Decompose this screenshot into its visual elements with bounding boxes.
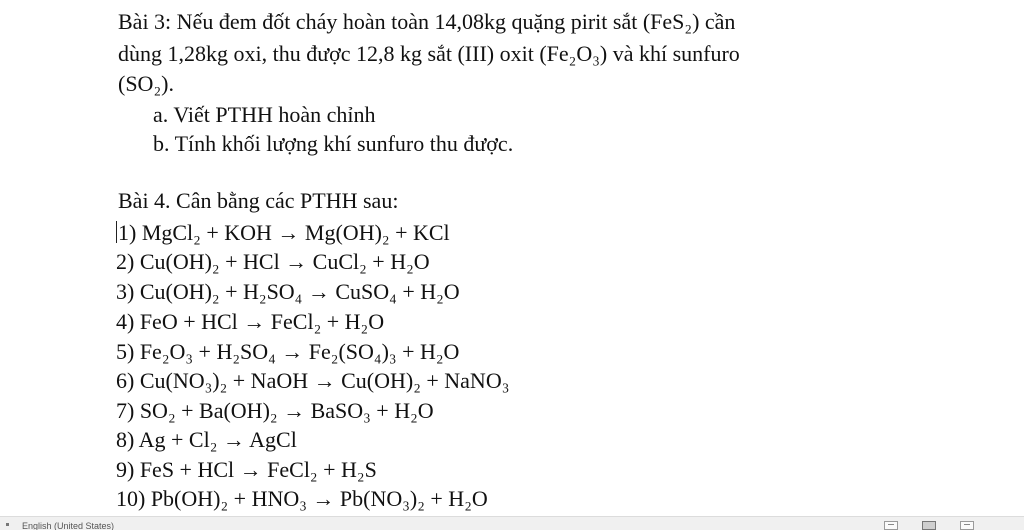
task3-line1: Bài 3: Nếu đem đốt cháy hoàn toàn 14,08kg quặng pirit sắt (FeS₂) cần	[118, 9, 736, 34]
print-layout-icon[interactable]	[922, 521, 936, 530]
equation-1	[116, 219, 450, 247]
language-indicator[interactable]: English (United States)	[22, 521, 115, 530]
task4-heading: Bài 4. Cân bằng các PTHH sau:	[118, 188, 399, 213]
equation-6: 6) Cu(NO₃)₂ + NaOH → Cu(OH)₂ + NaNO₃	[116, 368, 510, 393]
status-indicator-icon	[6, 523, 9, 526]
task3-item-b: b. Tính khối lượng khí sunfuro thu được.	[153, 131, 514, 156]
equation-4: 4) FeO + HCl → FeCl₂ + H₂O	[116, 309, 385, 334]
equation-5: 5) Fe₂O₃ + H₂SO₄ → Fe₂(SO₄)₃ + H₂O	[116, 339, 460, 364]
equation-9: 9) FeS + HCl → FeCl₂ + H₂S	[116, 457, 377, 482]
task3-line3: (SO₂).	[118, 71, 174, 96]
task3-item-a: a. Viết PTHH hoàn chỉnh	[153, 102, 376, 127]
equation-7: 7) SO₂ + Ba(OH)₂ → BaSO₃ + H₂O	[116, 398, 434, 423]
task3-line2: dùng 1,28kg oxi, thu được 12,8 kg sắt (III) oxit (Fe₂O₃) và khí sunfuro	[118, 41, 740, 66]
equation-3: 3) Cu(OH)₂ + H₂SO₄ → CuSO₄ + H₂O	[116, 279, 460, 304]
read-mode-icon[interactable]	[884, 521, 898, 530]
equation-1-text: 1) MgCl₂ + KOH → Mg(OH)₂ + KCl	[118, 220, 450, 245]
text-cursor	[116, 221, 117, 243]
web-layout-icon[interactable]	[960, 521, 974, 530]
status-bar	[0, 516, 1024, 530]
equation-8: 8) Ag + Cl₂ → AgCl	[116, 427, 297, 452]
equation-10: 10) Pb(OH)₂ + HNO₃ → Pb(NO₃)₂ + H₂O	[116, 486, 488, 511]
equation-2: 2) Cu(OH)₂ + HCl → CuCl₂ + H₂O	[116, 249, 430, 274]
